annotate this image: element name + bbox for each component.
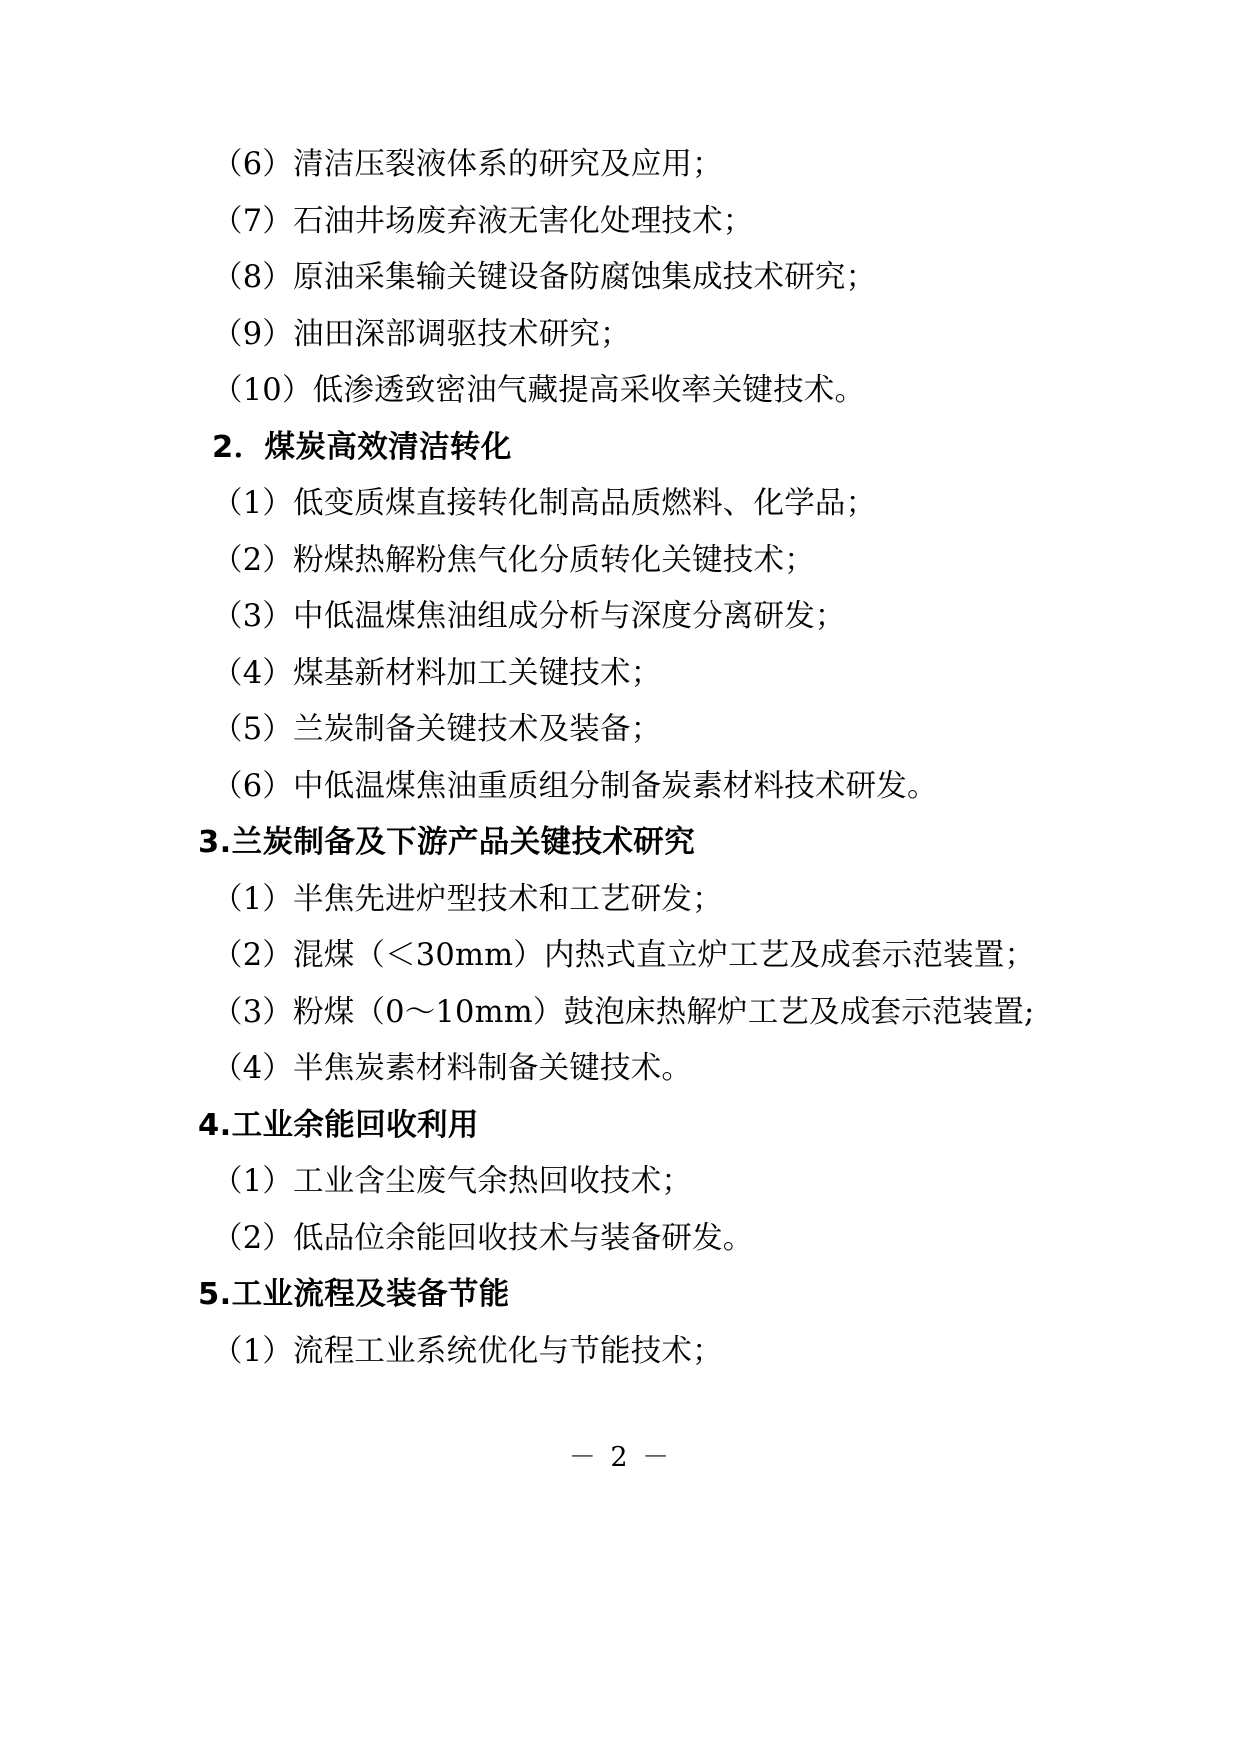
document-body — [120, 147, 1120, 1369]
section-heading-4: 4.工业余能回收利用 — [198, 1107, 479, 1143]
list-item: （3）粉煤（0～10mm）鼓泡床热解炉工艺及成套示范装置; — [212, 994, 1035, 1030]
list-item: （3）中低温煤焦油组成分析与深度分离研发； — [212, 599, 846, 634]
list-item: （8）原油采集输关键设备防腐蚀集成技术研究； — [212, 260, 877, 295]
list-item: （4）煤基新材料加工关键技术； — [212, 655, 662, 691]
section-heading-2: 2．煤炭高效清洁转化 — [212, 429, 512, 465]
list-item: （4）半焦炭素材料制备关键技术。 — [212, 1051, 693, 1086]
list-item: （5）兰炭制备关键技术及装备； — [212, 712, 662, 747]
list-item: （7）石油井场废弃液无害化处理技术； — [212, 203, 754, 239]
section-heading-3: 3.兰炭制备及下游产品关键技术研究 — [198, 825, 696, 860]
list-item: （1）流程工业系统优化与节能技术； — [212, 1333, 723, 1369]
list-item: （1）工业含尘废气余热回收技术； — [212, 1164, 693, 1199]
list-item: （2）低品位余能回收技术与装备研发。 — [212, 1220, 754, 1256]
section-heading-5: 5.工业流程及装备节能 — [198, 1277, 510, 1312]
page-number: － 2 － — [568, 1442, 673, 1473]
list-item: （10）低渗透致密油气藏提高采收率关键技术。 — [212, 373, 866, 408]
list-item: （6）清洁压裂液体系的研究及应用； — [212, 147, 723, 182]
list-item: （6）中低温煤焦油重质组分制备炭素材料技术研发。 — [212, 768, 938, 804]
list-item: （1）半焦先进炉型技术和工艺研发； — [212, 881, 723, 917]
list-item: （2）粉煤热解粉焦气化分质转化关键技术； — [212, 542, 815, 578]
list-item: （1）低变质煤直接转化制高品质燃料、化学品； — [212, 486, 877, 521]
list-item: （2）混煤（＜30mm）内热式直立炉工艺及成套示范装置； — [212, 938, 1036, 973]
list-item: （9）油田深部调驱技术研究； — [212, 316, 631, 352]
